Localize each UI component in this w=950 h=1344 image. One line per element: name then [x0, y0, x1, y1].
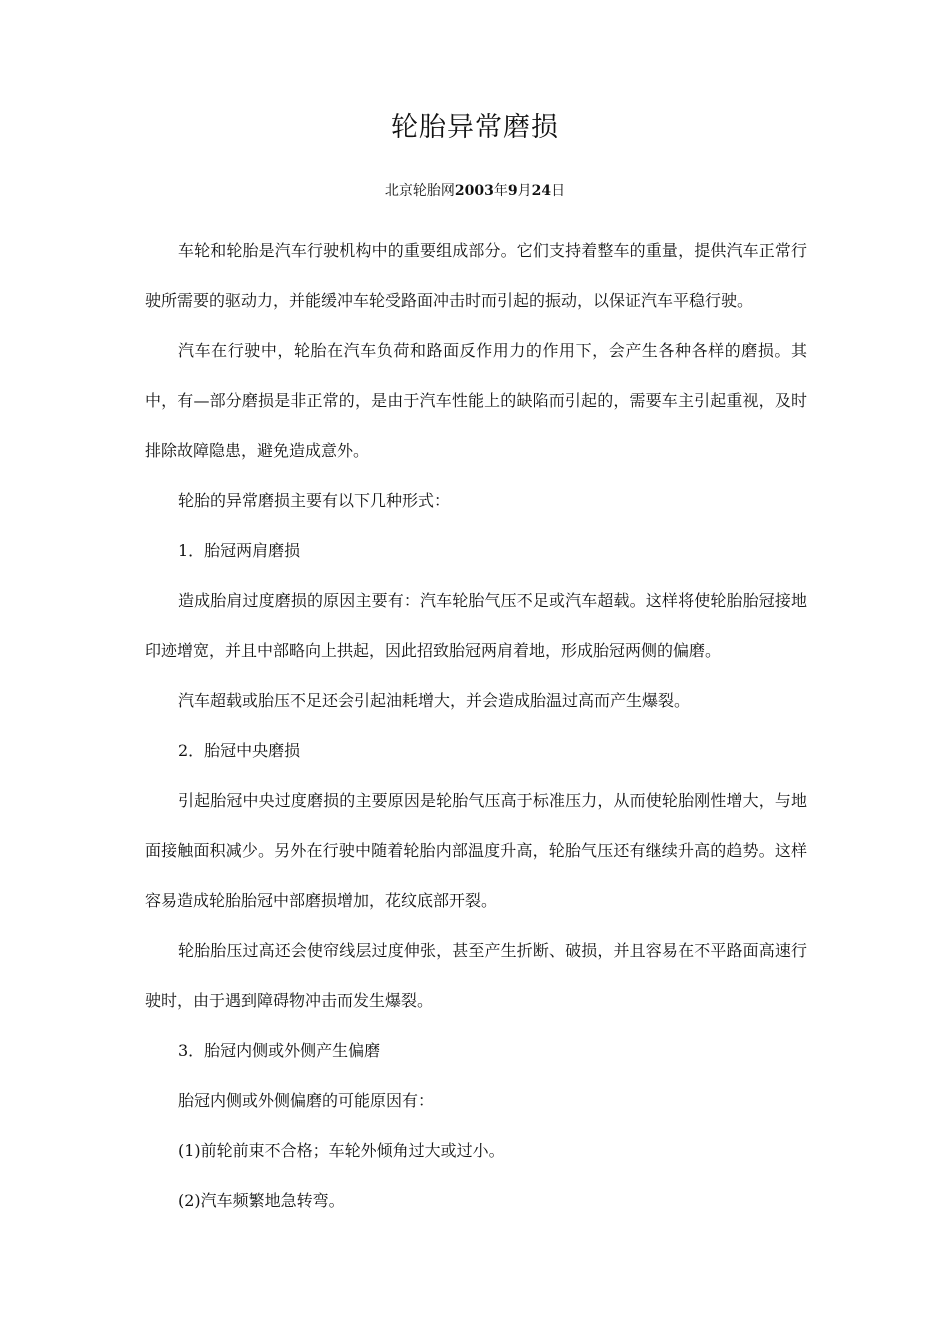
paragraph: 汽车在行驶中，轮胎在汽车负荷和路面反作用力的作用下，会产生各种各样的磨损。其中，有—部分磨损是非正常的，是由于汽车性能上的缺陷而引起的，需要车主引起重视，及时排除故障隐患，避免造成意外。 [145, 341, 807, 460]
section-heading: 3．胎冠内侧或外侧产生偏磨 [178, 1041, 381, 1060]
meta-day: 24 [531, 183, 552, 199]
meta-month: 9 [507, 183, 518, 199]
meta-month-unit: 月 [517, 183, 532, 199]
paragraph: 车轮和轮胎是汽车行驶机构中的重要组成部分。它们支持着整车的重量，提供汽车正常行驶所需要的驱动力，并能缓冲车轮受路面冲击时而引起的振动，以保证汽车平稳行驶。 [145, 241, 807, 310]
paragraph: 轮胎胎压过高还会使帘线层过度伸张，甚至产生折断、破损，并且容易在不平路面高速行驶时，由于遇到障碍物冲击而发生爆裂。 [145, 941, 807, 1010]
section-heading: 2．胎冠中央磨损 [178, 741, 301, 760]
paragraph: 轮胎的异常磨损主要有以下几种形式： [178, 491, 451, 510]
document-body [145, 226, 807, 1226]
paragraph: 造成胎肩过度磨损的原因主要有：汽车轮胎气压不足或汽车超载。这样将使轮胎胎冠接地印迹增宽，并且中部略向上拱起，因此招致胎冠两肩着地，形成胎冠两侧的偏磨。 [145, 591, 807, 660]
paragraph: 汽车超载或胎压不足还会引起油耗增大，并会造成胎温过高而产生爆裂。 [178, 691, 691, 710]
list-item: (2)汽车频繁地急转弯。 [178, 1191, 345, 1210]
section-heading: 1．胎冠两肩磨损 [178, 541, 301, 560]
paragraph: 引起胎冠中央过度磨损的主要原因是轮胎气压高于标准压力，从而使轮胎刚性增大，与地面接触面积减少。另外在行驶中随着轮胎内部温度升高，轮胎气压还有继续升高的趋势。这样容易造成轮胎胎冠中部磨损增加，花纹底部开裂。 [145, 791, 807, 910]
document-title: 轮胎异常磨损 [391, 112, 559, 143]
meta-day-unit: 日 [551, 183, 566, 199]
meta-source: 北京轮胎网 [384, 183, 455, 199]
list-item: (1)前轮前束不合格；车轮外倾角过大或过小。 [178, 1141, 505, 1160]
meta-year-unit: 年 [493, 183, 508, 199]
paragraph: 胎冠内侧或外侧偏磨的可能原因有： [178, 1091, 435, 1110]
meta-year: 2003 [454, 183, 494, 199]
document-meta [0, 180, 950, 202]
